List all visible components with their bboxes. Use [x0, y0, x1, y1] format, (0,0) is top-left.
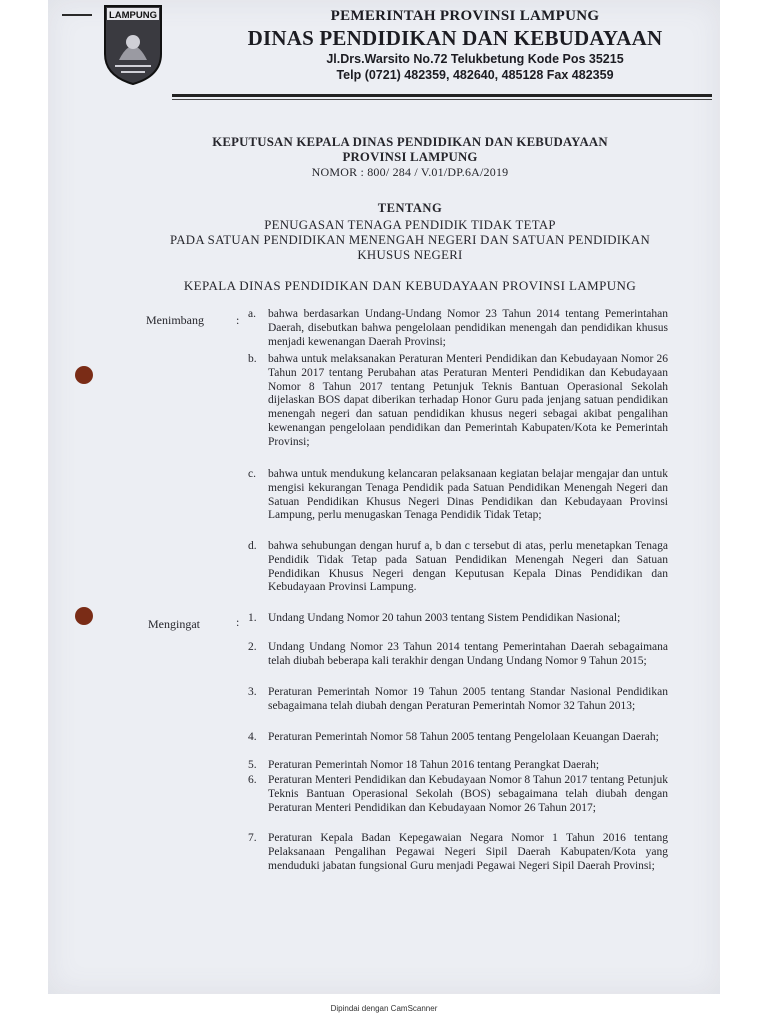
item-text: bahwa untuk melaksanakan Peraturan Menteri Pendidikan dan Kebudayaan Nomor 26 Tahun 2017 tentang Perubahan atas Peraturan Menteri Pendidikan dan Kebudayaan Nomor 8 Tahun 2017 tentang Petunjuk Teknis Bantuan Operasional Sekolah dijelaskan BOS dapat diberikan terhadap Honor Guru pada jenjang satuan pendidikan menengah negeri dan satuan pendidikan khusus negeri sebagai akibat pengalihan kewenangan pengelolaan pendidikan dan Pemerintah Kabupaten/Kota ke Pemerintah Provinsi;: [268, 353, 668, 448]
punch-hole-top: [75, 366, 93, 384]
menimbang-label: Menimbang: [146, 313, 204, 327]
menimbang-item: [248, 468, 668, 523]
decree-title: [140, 135, 680, 180]
mengingat-item: [248, 641, 668, 669]
menimbang-item: [248, 353, 668, 450]
decree-subject: [140, 218, 680, 263]
mengingat-item: [248, 759, 668, 773]
item-marker: c.: [248, 468, 256, 480]
item-marker: 3.: [248, 686, 257, 698]
mengingat-item: [248, 612, 668, 626]
letterhead-rule-thin: [172, 99, 712, 100]
mengingat-label: Mengingat: [148, 617, 200, 631]
mengingat-colon: :: [236, 615, 240, 629]
agency-name: DINAS PENDIDIKAN DAN KEBUDAYAAN: [247, 26, 663, 50]
item-text: Peraturan Pemerintah Nomor 58 Tahun 2005 tentang Pengelolaan Keuangan Daerah;: [268, 731, 659, 743]
decree-title-line2: PROVINSI LAMPUNG: [342, 150, 478, 164]
item-text: Peraturan Menteri Pendidikan dan Kebudayaan Nomor 8 Tahun 2017 tentang Petunjuk Teknis Bantuan Operasional Sekolah (BOS) sebagaimana telah diubah dengan Peraturan Menteri Pendidikan dan Kebudayaan Nomor 26 Tahun 2017;: [268, 774, 668, 814]
item-marker: 6.: [248, 774, 257, 786]
mengingat-item: [248, 731, 668, 745]
issuer-heading: KEPALA DINAS PENDIDIKAN DAN KEBUDAYAAN PROVINSI LAMPUNG: [183, 278, 637, 293]
binding-mark: [62, 14, 92, 16]
government-name: PEMERINTAH PROVINSI LAMPUNG: [330, 8, 600, 24]
agency-address: Jl.Drs.Warsito No.72 Telukbetung Kode Pos 35215: [326, 52, 624, 66]
scanner-footer: Dipindai dengan CamScanner: [330, 1004, 438, 1013]
subject-line3: KHUSUS NEGERI: [357, 248, 463, 262]
decree-number: NOMOR : 800/ 284 / V.01/DP.6A/2019: [311, 165, 509, 179]
emblem-label: LAMPUNG: [108, 10, 158, 21]
item-text: bahwa untuk mendukung kelancaran pelaksanaan kegiatan belajar mengajar dan untuk mengisi kekurangan Tenaga Pendidik pada Satuan Pendidikan Menengah Negeri dan Satuan Pendidikan Khusus Negeri Dinas Pendidikan dan Kebudayaan Provinsi Lampung, perlu menugaskan Tenaga Pendidik Tidak Tetap;: [268, 468, 668, 522]
item-marker: 2.: [248, 641, 257, 653]
item-marker: b.: [248, 353, 257, 365]
letterhead-rule-thick: [172, 94, 712, 97]
item-text: Undang Undang Nomor 20 tahun 2003 tentang Sistem Pendidikan Nasional;: [268, 612, 621, 624]
item-marker: 1.: [248, 612, 257, 624]
item-text: Undang Undang Nomor 23 Tahun 2014 tentang Pemerintahan Daerah sebagaimana telah diubah beberapa kali terakhir dengan Undang Undang Nomor 9 Tahun 2015;: [268, 641, 668, 667]
agency-phone: Telp (0721) 482359, 482640, 485128 Fax 482359: [336, 68, 614, 82]
decree-title-line1: KEPUTUSAN KEPALA DINAS PENDIDIKAN DAN KEBUDAYAAN: [212, 135, 608, 149]
item-marker: a.: [248, 308, 256, 320]
item-text: Peraturan Pemerintah Nomor 18 Tahun 2016 tentang Perangkat Daerah;: [268, 759, 600, 771]
subject-line2: PADA SATUAN PENDIDIKAN MENENGAH NEGERI DAN SATUAN PENDIDIKAN: [170, 233, 650, 247]
mengingat-item: [248, 774, 668, 815]
item-marker: 5.: [248, 759, 257, 771]
menimbang-item: [248, 308, 668, 349]
mengingat-item: [248, 832, 668, 873]
menimbang-item: [248, 540, 668, 595]
menimbang-colon: :: [236, 313, 240, 327]
lampung-emblem-icon: [101, 2, 165, 86]
item-text: Peraturan Pemerintah Nomor 19 Tahun 2005 tentang Standar Nasional Pendidikan sebagaimana telah diubah dengan Peraturan Pemerintah Nomor 32 Tahun 2013;: [268, 686, 668, 712]
letterhead: [200, 8, 710, 83]
item-marker: d.: [248, 540, 257, 552]
item-marker: 4.: [248, 731, 257, 743]
item-marker: 7.: [248, 832, 257, 844]
subject-line1: PENUGASAN TENAGA PENDIDIK TIDAK TETAP: [264, 218, 556, 232]
tentang-heading: TENTANG: [377, 201, 443, 215]
mengingat-item: [248, 686, 668, 714]
item-text: Peraturan Kepala Badan Kepegawaian Negara Nomor 1 Tahun 2016 tentang Pelaksanaan Pengalihan Pegawai Negeri Sipil Daerah Kabupaten/Kota yang menduduki jabatan fungsional Guru menjadi Pegawai Negeri Sipil Daerah Provinsi;: [268, 832, 668, 872]
item-text: bahwa sehubungan dengan huruf a, b dan c tersebut di atas, perlu menetapkan Tenaga Pendidik Tidak Tetap pada Satuan Pendidikan Menengah Negeri dan Satuan Pendidikan Khusus Negeri dengan Keputusan Kepala Dinas Pendidikan dan Kebudayaan Provinsi Lampung.: [268, 540, 668, 594]
item-text: bahwa berdasarkan Undang-Undang Nomor 23 Tahun 2014 tentang Pemerintahan Daerah, disebutkan bahwa pengelolaan pendidikan menengah dan pendidikan khusus menjadi kewenangan Daerah Provinsi;: [268, 308, 668, 348]
punch-hole-bottom: [75, 607, 93, 625]
